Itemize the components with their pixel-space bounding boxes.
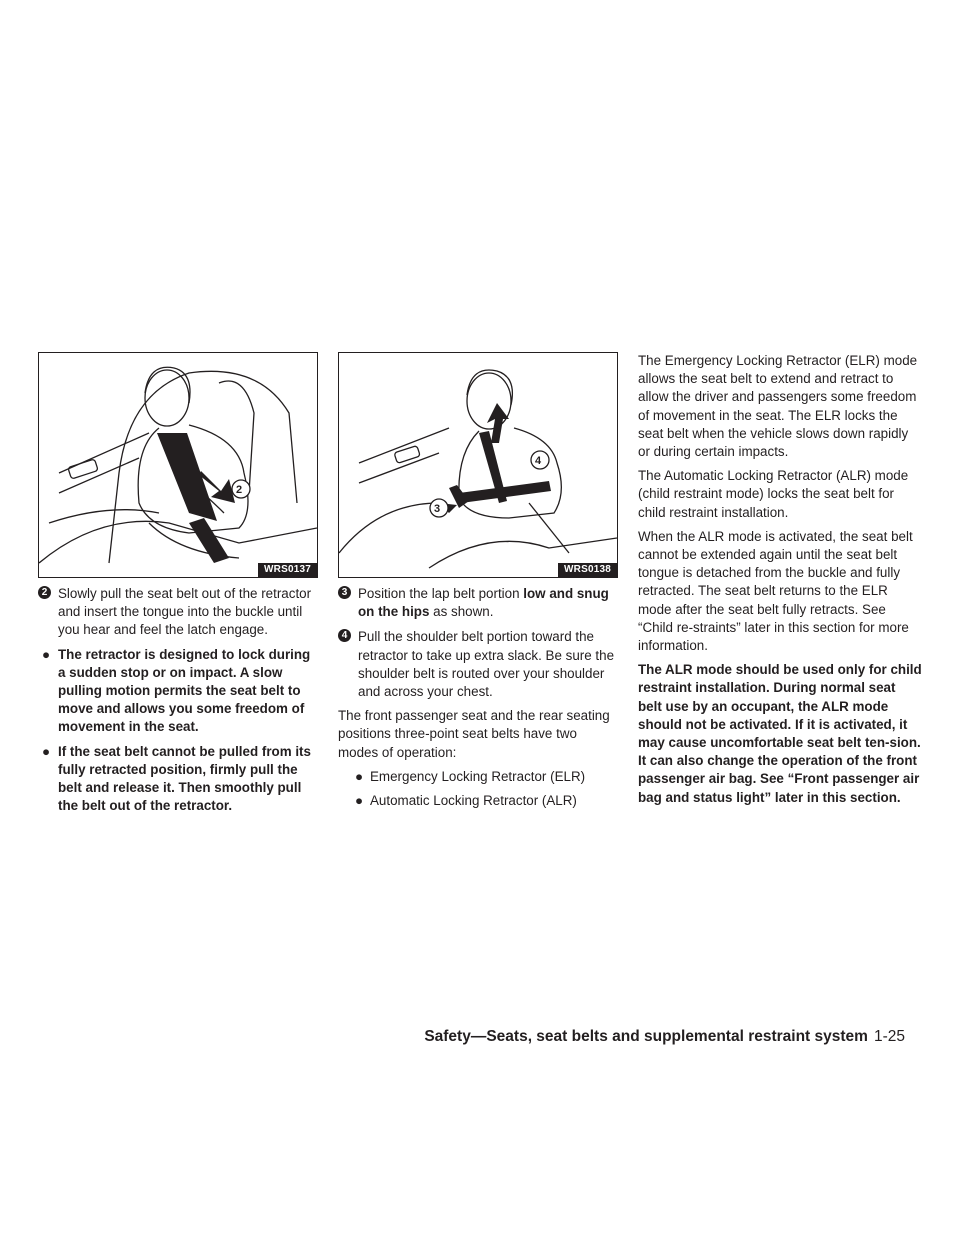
column-left (38, 352, 318, 821)
alr-activated-paragraph: When the ALR mode is activated, the seat belt cannot be extended again until the seat belt tongue is detached from the buckle and fully retracted. The seat belt returns to the ELR mode after the seat belt fully retracts. See “Child re-straints” later in this section for more information. (638, 528, 913, 654)
figure-fasten-belt (38, 352, 318, 578)
bullet-icon: ● (42, 646, 51, 662)
callout-2: 2 (236, 484, 243, 496)
page-footer (424, 1028, 905, 1046)
column-middle (338, 352, 618, 816)
step-2 (38, 585, 318, 640)
bullet-item (38, 646, 318, 737)
seat-belt-illustration-2 (339, 353, 617, 577)
mode-text: Emergency Locking Retractor (ELR) (370, 768, 586, 784)
step-3 (338, 585, 618, 621)
bullet-text: If the seat belt cannot be pulled from its fully retracted position, firmly pull the belt and release it. Then smoothly pull the belt out of the retractor. (58, 743, 311, 814)
bullet-icon: ● (355, 768, 364, 784)
step-4 (338, 628, 618, 701)
alr-paragraph: The Automatic Locking Retractor (ALR) mode (child restraint mode) locks the seat belt for child restraint installation. (638, 468, 909, 520)
bullet-item (38, 743, 318, 816)
modes-intro: The front passenger seat and the rear seating positions three-point seat belts have two modes of operation: (338, 708, 610, 760)
elr-paragraph: The Emergency Locking Retractor (ELR) mode allows the seat belt to extend and retract to allow the driver and passengers some freedom of movement in the seat. The ELR locks the seat belt when the vehicle slows down rapidly or during certain impacts. (638, 353, 918, 460)
step-text: Position the lap belt portion (358, 586, 520, 601)
mode-item (338, 768, 618, 786)
step-number: 2 (38, 586, 51, 599)
callout-3: 3 (434, 503, 441, 515)
page-number: 1-25 (873, 1028, 905, 1045)
column-right (638, 352, 922, 813)
bullet-icon: ● (355, 793, 364, 809)
figure-position-belt (338, 352, 618, 578)
mode-text: Automatic Locking Retractor (ALR) (370, 793, 577, 809)
figure-code: WRS0137 (258, 563, 317, 577)
step-number: 3 (338, 586, 351, 599)
step-text: Pull the shoulder belt portion toward the retractor to take up extra slack. Be sure the shoulder belt is routed over your shoulder and across your chest. (358, 629, 615, 700)
callout-4: 4 (535, 455, 542, 467)
bullet-icon: ● (42, 743, 51, 759)
step-text-emphasis: low and snug on the hips (358, 586, 609, 620)
section-title: Safety—Seats, seat belts and supplemental restraint system (424, 1028, 868, 1045)
step-text-tail: as shown. (433, 604, 494, 620)
mode-item (338, 792, 618, 810)
step-text: Slowly pull the seat belt out of the retractor and insert the tongue into the buckle until you hear and feel the latch engage. (58, 586, 312, 638)
step-number: 4 (338, 629, 351, 642)
alr-warning-paragraph: The ALR mode should be used only for child restraint installation. During normal seat belt use by an occupant, the ALR mode should not be activated. If it is activated, it may cause uncomfortable seat belt ten-sion. It can also change the operation of the front passenger air bag. See “Front passenger air bag and status light” later in this section. (638, 662, 922, 805)
figure-code: WRS0138 (558, 563, 617, 577)
bullet-text: The retractor is designed to lock during a sudden stop or on impact. A slow pulling motion permits the seat belt to move and allows you some freedom of movement in the seat. (58, 646, 311, 735)
seat-belt-illustration-1 (39, 353, 317, 577)
